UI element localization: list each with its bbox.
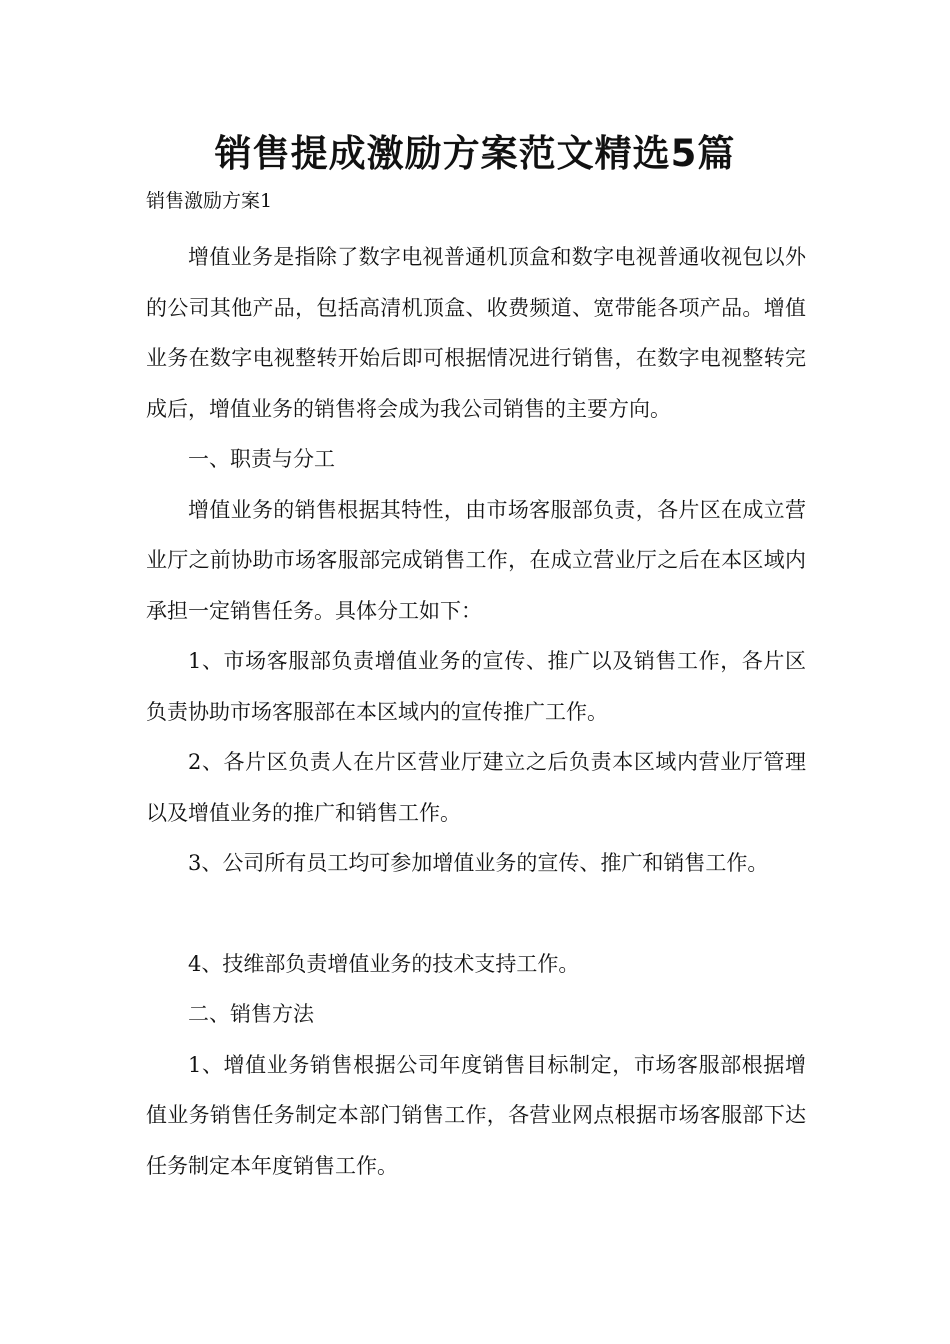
paragraph-intro: 增值业务是指除了数字电视普通机顶盒和数字电视普通收视包以外的公司其他产品，包括高清机顶盒、收费频道、宽带能各项产品。增值业务在数字电视整转开始后即可根据情况进行销售，在数字电视整转完成后，增值业务的销售将会成为我公司销售的主要方向。 <box>146 245 806 421</box>
section-title: 销售激励方案1 <box>146 190 273 212</box>
list-item-3: 3、公司所有员工均可参加增值业务的宣传、推广和销售工作。 <box>188 851 769 875</box>
list-item-1: 1、市场客服部负责增值业务的宣传、推广以及销售工作，各片区负责协助市场客服部在本区域内的宣传推广工作。 <box>146 649 806 724</box>
document-title: 销售提成激励方案范文精选5篇 <box>214 132 736 175</box>
document-body <box>146 232 806 1191</box>
paragraph-division: 增值业务的销售根据其特性，由市场客服部负责，各片区在成立营业厅之前协助市场客服部完成销售工作，在成立营业厅之后在本区域内承担一定销售任务。具体分工如下： <box>146 497 806 623</box>
paragraph-sales-method-1: 1、增值业务销售根据公司年度销售目标制定，市场客服部根据增值业务销售任务制定本部门销售工作，各营业网点根据市场客服部下达任务制定本年度销售工作。 <box>146 1052 806 1178</box>
list-item-4: 4、技维部负责增值业务的技术支持工作。 <box>188 951 580 976</box>
list-item-2: 2、各片区负责人在片区营业厅建立之后负责本区域内营业厅管理以及增值业务的推广和销售工作。 <box>146 750 806 825</box>
heading-responsibilities: 一、职责与分工 <box>188 447 335 471</box>
heading-sales-methods: 二、销售方法 <box>188 1002 314 1026</box>
